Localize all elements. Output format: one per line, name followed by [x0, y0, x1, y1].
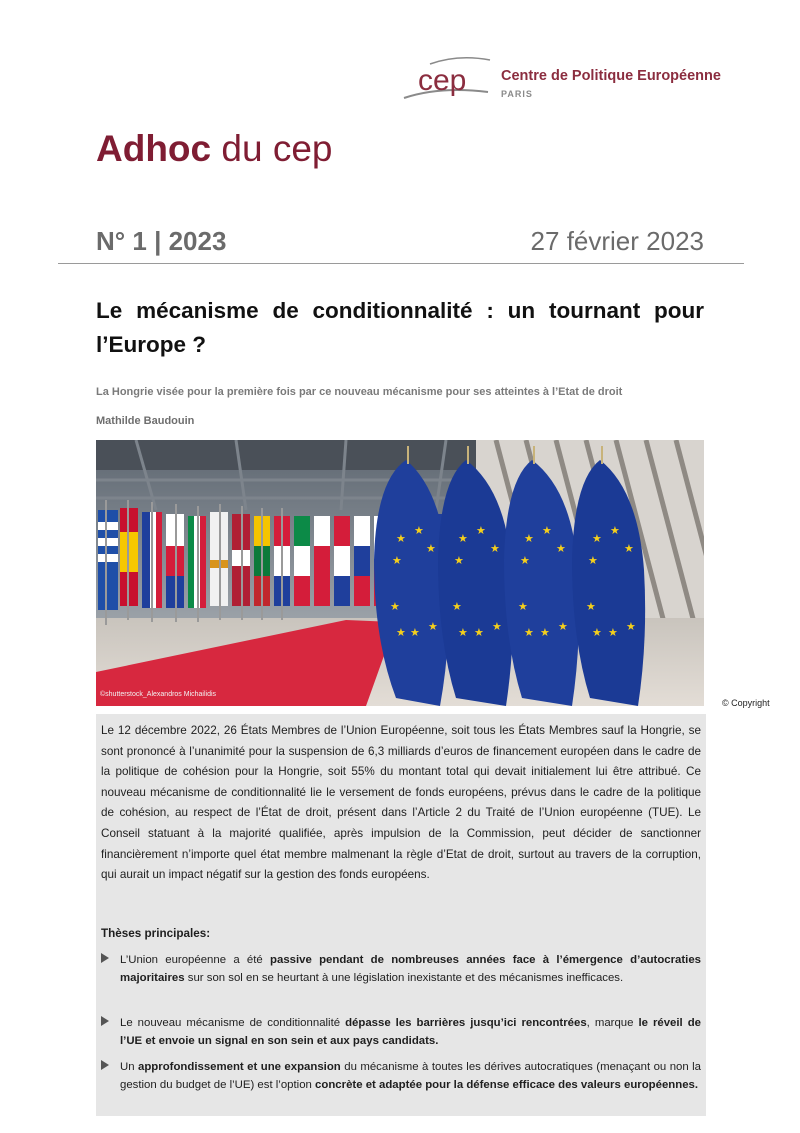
photo-copyright: © Copyright: [722, 698, 770, 708]
svg-text:★: ★: [586, 600, 596, 613]
svg-text:★: ★: [626, 620, 636, 633]
svg-text:★: ★: [624, 542, 634, 555]
series-title: [96, 128, 332, 170]
svg-text:★: ★: [410, 626, 420, 639]
eu-flags-illustration: [96, 440, 704, 706]
svg-text:★: ★: [518, 600, 528, 613]
header-divider: [58, 263, 744, 264]
svg-text:★: ★: [588, 554, 598, 567]
thesis-text: Un approfondissement et une expansion du mécanisme à toutes les dérives autocratiques (menaçant ou non la gestion du budget de l’UE) est l’option concrète et adaptée pour la défense efficace des valeurs européennes.: [120, 1061, 702, 1092]
svg-text:★: ★: [428, 620, 438, 633]
svg-text:★: ★: [556, 542, 566, 555]
svg-text:★: ★: [474, 626, 484, 639]
svg-text:★: ★: [396, 532, 406, 545]
svg-text:★: ★: [490, 542, 500, 555]
theses-title: Thèses principales:: [101, 927, 211, 940]
issue-date: 27 février 2023: [530, 226, 704, 256]
organization-name: Centre de Politique Européenne: [501, 68, 721, 84]
svg-text:★: ★: [414, 524, 424, 537]
eu-flags-photo: [96, 440, 704, 706]
svg-text:★: ★: [452, 600, 462, 613]
article-title: Le mécanisme de conditionnalité : un tournant pour l’Europe ?: [96, 298, 704, 357]
issue-number: N° 1 | 2023: [96, 226, 227, 256]
svg-text:★: ★: [520, 554, 530, 567]
svg-text:★: ★: [390, 600, 400, 613]
bullet-triangle-icon: [101, 953, 109, 963]
summary-intro: Le 12 décembre 2022, 26 États Membres de l’Union Européenne, soit tous les États Membres sauf la Hongrie, se sont prononcé à l’unanimité pour la suspension de 6,3 milliards d’euros de financement européen dans le cadre de la politique de cohésion pour la Hongrie, soit 55% du montant total qui devait initialement lui être attribué. Ce nouveau mécanisme de conditionnalité lie le versement de fonds européens, prévus dans le cadre de la politique de cohésion, au respect de l’État de droit, présent dans l’Article 2 du Traité de l’Union européenne (TUE). Le Conseil statuant à la majorité qualifiée, après impulsion de la Commission, peut décider de sanctionner financièrement n’importe quel état membre malmenant la règle d’Etat de droit, surtout au travers de la corruption, qui aurait un impact négatif sur la gestion des fonds européens.: [101, 724, 701, 882]
svg-text:★: ★: [608, 626, 618, 639]
bullet-triangle-icon: [101, 1060, 109, 1070]
bullet-triangle-icon: [101, 1016, 109, 1026]
svg-text:★: ★: [392, 554, 402, 567]
svg-text:★: ★: [610, 524, 620, 537]
photo-credit: ©shutterstock_Alexandros Michailidis: [100, 691, 217, 698]
cep-logo-mark: [400, 52, 492, 106]
thesis-text: Le nouveau mécanisme de conditionnalité dépasse les barrières jusqu’ici rencontrées, marque le réveil de l’UE et envoie un signal en son sein et aux pays candidats.: [120, 1017, 702, 1048]
svg-text:★: ★: [476, 524, 486, 537]
thesis-text: L’Union européenne a été passive pendant de nombreuses années face à l’émergence d’autocraties majoritaires sur son sol en se heurtant à une législation inexistante et des mécanismes inefficaces.: [120, 954, 702, 985]
svg-text:★: ★: [426, 542, 436, 555]
series-title-bold: Adhoc: [96, 128, 212, 169]
article-subtitle: La Hongrie visée pour la première fois par ce nouveau mécanisme pour ses atteintes à l’Etat de droit: [96, 386, 623, 398]
svg-text:★: ★: [524, 626, 534, 639]
logo-text: cep: [418, 64, 467, 97]
svg-text:★: ★: [540, 626, 550, 639]
svg-text:★: ★: [454, 554, 464, 567]
article-author: Mathilde Baudouin: [96, 415, 195, 427]
svg-text:★: ★: [492, 620, 502, 633]
series-title-rest: du cep: [211, 128, 333, 169]
svg-text:★: ★: [458, 532, 468, 545]
svg-text:★: ★: [592, 532, 602, 545]
svg-text:★: ★: [524, 532, 534, 545]
svg-text:★: ★: [558, 620, 568, 633]
svg-text:★: ★: [458, 626, 468, 639]
organization-city: PARIS: [501, 89, 533, 99]
svg-text:★: ★: [542, 524, 552, 537]
svg-text:★: ★: [592, 626, 602, 639]
svg-text:★: ★: [396, 626, 406, 639]
cep-logo: [400, 52, 730, 110]
